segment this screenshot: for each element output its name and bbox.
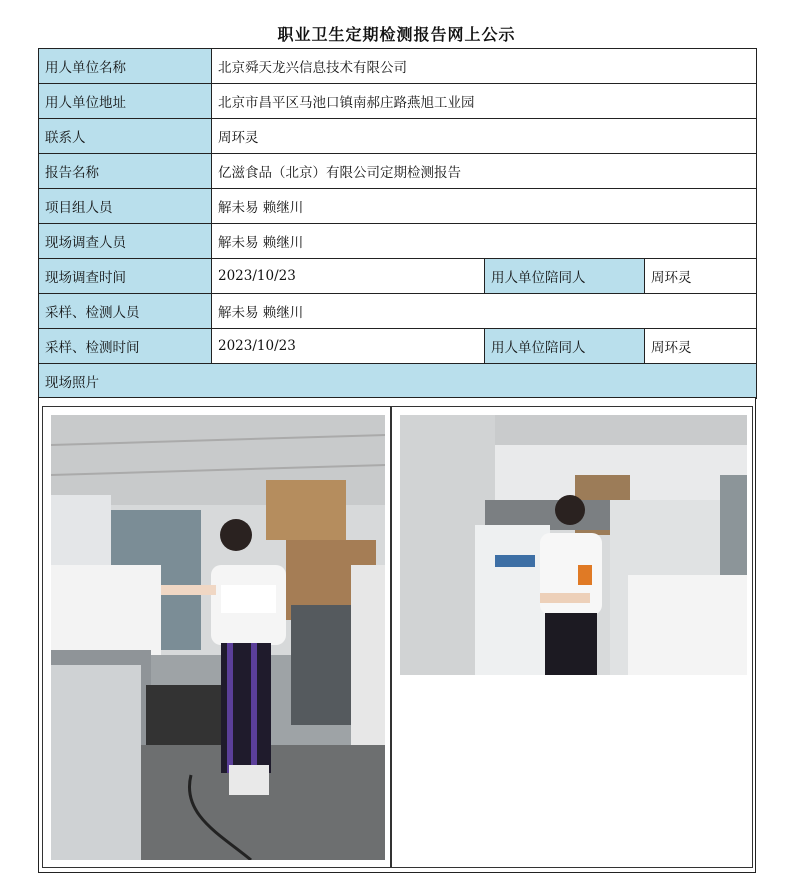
survey-time-value: 2023/10/23 (212, 259, 485, 294)
contact-label: 联系人 (39, 119, 212, 154)
survey-staff-value: 解未易 赖继川 (212, 224, 757, 259)
row-photos-header (39, 364, 757, 399)
row-contact (39, 119, 757, 154)
row-project-team (39, 189, 757, 224)
row-sampling-time (39, 329, 757, 364)
row-sampling-staff (39, 294, 757, 329)
row-survey-time (39, 259, 757, 294)
project-team-value: 解未易 赖继川 (212, 189, 757, 224)
survey-escort-label: 用人单位陪同人 (485, 259, 645, 294)
survey-time-label: 现场调查时间 (39, 259, 212, 294)
site-photo-right (400, 415, 747, 675)
employer-address-value: 北京市昌平区马池口镇南郝庄路燕旭工业园 (212, 84, 757, 119)
report-name-label: 报告名称 (39, 154, 212, 189)
page-title: 职业卫生定期检测报告网上公示 (277, 25, 516, 44)
site-photo-left (51, 415, 385, 860)
project-team-label: 项目组人员 (39, 189, 212, 224)
photos-label: 现场照片 (39, 364, 757, 399)
photo-frame-left (42, 406, 391, 868)
employer-name-value: 北京舜天龙兴信息技术有限公司 (212, 49, 757, 84)
survey-staff-label: 现场调查人员 (39, 224, 212, 259)
sampling-staff-value: 解未易 赖继川 (212, 294, 757, 329)
employer-address-label: 用人单位地址 (39, 84, 212, 119)
sampling-escort-label: 用人单位陪同人 (485, 329, 645, 364)
row-employer-name (39, 49, 757, 84)
report-name-value: 亿滋食品（北京）有限公司定期检测报告 (212, 154, 757, 189)
report-table (38, 48, 757, 399)
photo-frame-right (391, 406, 753, 868)
row-survey-staff (39, 224, 757, 259)
sampling-staff-label: 采样、检测人员 (39, 294, 212, 329)
sampling-time-value: 2023/10/23 (212, 329, 485, 364)
survey-escort-value: 周环灵 (645, 259, 757, 294)
row-report-name (39, 154, 757, 189)
contact-value: 周环灵 (212, 119, 757, 154)
employer-name-label: 用人单位名称 (39, 49, 212, 84)
sampling-escort-value: 周环灵 (645, 329, 757, 364)
photos-container (38, 397, 756, 873)
sampling-time-label: 采样、检测时间 (39, 329, 212, 364)
row-employer-address (39, 84, 757, 119)
